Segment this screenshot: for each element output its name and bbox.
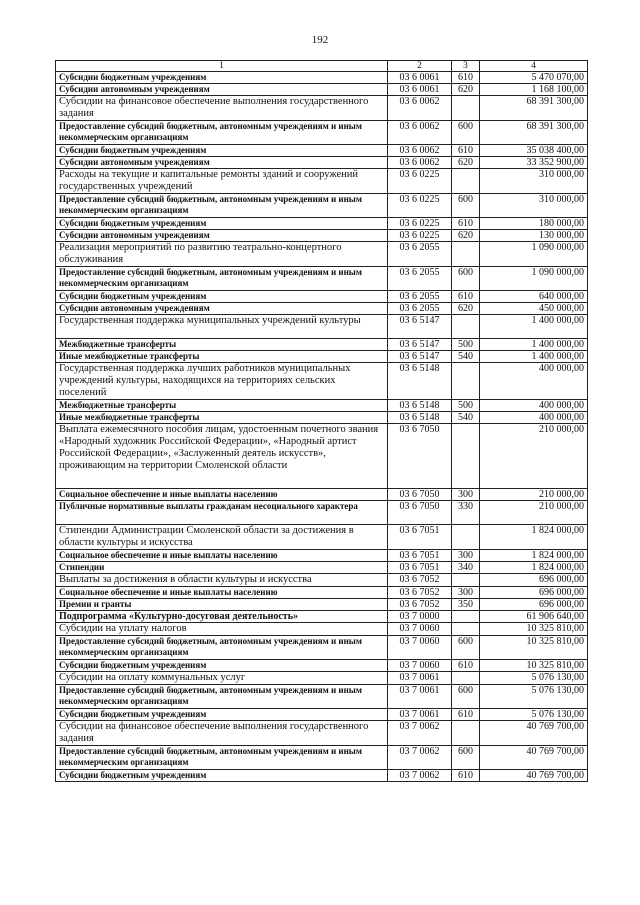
row-code: 03 6 0062 [388, 157, 452, 169]
row-code: 03 6 0225 [388, 230, 452, 242]
row-name: Иные межбюджетные трансферты [56, 412, 388, 424]
table-row [56, 400, 588, 412]
row-code: 03 7 0062 [388, 770, 452, 782]
row-code: 03 7 0000 [388, 611, 452, 623]
row-amount: 10 325 810,00 [480, 636, 588, 660]
row-amount: 1 400 000,00 [480, 351, 588, 363]
row-name: Субсидии на уплату налогов [56, 623, 388, 636]
row-amount: 1 400 000,00 [480, 339, 588, 351]
row-amount: 61 906 640,00 [480, 611, 588, 623]
page-number: 192 [311, 34, 329, 46]
row-amount: 696 000,00 [480, 599, 588, 611]
row-name: Предоставление субсидий бюджетным, автономным учреждениям и иным некоммерческим организациям [56, 636, 388, 660]
table-row [56, 636, 588, 660]
row-name: Предоставление субсидий бюджетным, автономным учреждениям и иным некоммерческим организациям [56, 685, 388, 709]
row-expense-type: 600 [452, 267, 480, 291]
table-row [56, 746, 588, 770]
row-amount: 68 391 300,00 [480, 96, 588, 121]
row-code: 03 6 7052 [388, 574, 452, 587]
row-amount: 696 000,00 [480, 574, 588, 587]
row-amount: 310 000,00 [480, 194, 588, 218]
table-row [56, 363, 588, 400]
header-col-4: 4 [480, 61, 588, 72]
row-code: 03 6 7051 [388, 562, 452, 574]
row-amount: 5 470 070,00 [480, 72, 588, 84]
row-amount: 130 000,00 [480, 230, 588, 242]
table-row [56, 194, 588, 218]
row-name: Иные межбюджетные трансферты [56, 351, 388, 363]
table-row [56, 303, 588, 315]
table-row [56, 721, 588, 746]
row-code: 03 6 5148 [388, 363, 452, 400]
row-code: 03 7 0062 [388, 721, 452, 746]
row-name: Субсидии автономным учреждениям [56, 157, 388, 169]
table-row [56, 218, 588, 230]
table-row [56, 291, 588, 303]
table-row [56, 412, 588, 424]
table-row [56, 525, 588, 550]
row-name: Государственная поддержка лучших работников муниципальных учреждений культуры, находящихся на территориях сельских поселений [56, 363, 388, 400]
table-row [56, 599, 588, 611]
row-name: Социальное обеспечение и иные выплаты населению [56, 587, 388, 599]
row-amount: 5 076 130,00 [480, 709, 588, 721]
row-name: Субсидии бюджетным учреждениям [56, 72, 388, 84]
row-code: 03 6 5147 [388, 351, 452, 363]
row-code: 03 6 7052 [388, 599, 452, 611]
row-name: Субсидии бюджетным учреждениям [56, 291, 388, 303]
row-expense-type: 610 [452, 709, 480, 721]
row-expense-type [452, 169, 480, 194]
row-name: Субсидии бюджетным учреждениям [56, 660, 388, 672]
row-amount: 1 824 000,00 [480, 550, 588, 562]
row-amount: 640 000,00 [480, 291, 588, 303]
row-amount: 210 000,00 [480, 424, 588, 489]
row-expense-type [452, 424, 480, 489]
table-row [56, 242, 588, 267]
row-amount: 40 769 700,00 [480, 770, 588, 782]
table-row [56, 709, 588, 721]
table-row [56, 424, 588, 489]
row-code: 03 7 0061 [388, 709, 452, 721]
table-row [56, 72, 588, 84]
row-name: Реализация мероприятий по развитию театрально-концертного обслуживания [56, 242, 388, 267]
table-row [56, 339, 588, 351]
row-name: Расходы на текущие и капитальные ремонты зданий и сооружений государственных учреждений [56, 169, 388, 194]
row-name: Выплаты за достижения в области культуры и искусства [56, 574, 388, 587]
row-code: 03 6 0062 [388, 96, 452, 121]
row-expense-type [452, 242, 480, 267]
row-code: 03 6 7052 [388, 587, 452, 599]
row-expense-type: 540 [452, 412, 480, 424]
table-row [56, 623, 588, 636]
row-code: 03 6 0061 [388, 84, 452, 96]
row-name: Стипендии Администрации Смоленской области за достижения в области культуры и искусства [56, 525, 388, 550]
table-row [56, 685, 588, 709]
row-code: 03 6 5148 [388, 412, 452, 424]
row-name: Премии и гранты [56, 599, 388, 611]
row-amount: 1 168 100,00 [480, 84, 588, 96]
row-name: Предоставление субсидий бюджетным, автономным учреждениям и иным некоммерческим организациям [56, 746, 388, 770]
row-expense-type: 610 [452, 145, 480, 157]
table-row [56, 145, 588, 157]
row-expense-type: 300 [452, 489, 480, 501]
row-expense-type: 610 [452, 291, 480, 303]
row-code: 03 7 0062 [388, 746, 452, 770]
row-expense-type: 610 [452, 660, 480, 672]
table-row [56, 351, 588, 363]
row-code: 03 6 7050 [388, 501, 452, 525]
table-row [56, 169, 588, 194]
table-row [56, 315, 588, 339]
row-code: 03 6 7051 [388, 550, 452, 562]
row-name: Предоставление субсидий бюджетным, автономным учреждениям и иным некоммерческим организациям [56, 121, 388, 145]
row-amount: 210 000,00 [480, 489, 588, 501]
budget-table [55, 60, 588, 782]
row-expense-type [452, 363, 480, 400]
row-name: Предоставление субсидий бюджетным, автономным учреждениям и иным некоммерческим организациям [56, 267, 388, 291]
row-amount: 180 000,00 [480, 218, 588, 230]
row-amount: 35 038 400,00 [480, 145, 588, 157]
row-code: 03 6 0225 [388, 169, 452, 194]
row-expense-type: 330 [452, 501, 480, 525]
row-code: 03 7 0061 [388, 685, 452, 709]
row-expense-type: 610 [452, 72, 480, 84]
row-amount: 1 824 000,00 [480, 562, 588, 574]
table-row [56, 660, 588, 672]
row-expense-type: 300 [452, 587, 480, 599]
row-expense-type [452, 611, 480, 623]
row-expense-type [452, 574, 480, 587]
table-row [56, 121, 588, 145]
row-expense-type [452, 96, 480, 121]
row-amount: 400 000,00 [480, 412, 588, 424]
row-amount: 1 824 000,00 [480, 525, 588, 550]
row-code: 03 6 0062 [388, 145, 452, 157]
header-col-2: 2 [388, 61, 452, 72]
row-code: 03 7 0060 [388, 636, 452, 660]
row-code: 03 6 0062 [388, 121, 452, 145]
row-amount: 1 400 000,00 [480, 315, 588, 339]
row-expense-type: 540 [452, 351, 480, 363]
row-code: 03 6 2055 [388, 267, 452, 291]
row-name: Субсидии автономным учреждениям [56, 84, 388, 96]
row-expense-type: 600 [452, 121, 480, 145]
row-expense-type: 340 [452, 562, 480, 574]
row-code: 03 6 7051 [388, 525, 452, 550]
row-code: 03 6 0225 [388, 194, 452, 218]
row-name: Субсидии бюджетным учреждениям [56, 218, 388, 230]
row-name: Межбюджетные трансферты [56, 339, 388, 351]
table-row [56, 550, 588, 562]
table-row [56, 574, 588, 587]
row-amount: 696 000,00 [480, 587, 588, 599]
row-code: 03 6 0061 [388, 72, 452, 84]
table-row [56, 501, 588, 525]
row-name: Субсидии на финансовое обеспечение выполнения государственного задания [56, 721, 388, 746]
row-expense-type [452, 623, 480, 636]
table-row [56, 96, 588, 121]
row-amount: 1 090 000,00 [480, 242, 588, 267]
row-code: 03 6 5148 [388, 400, 452, 412]
row-expense-type: 620 [452, 157, 480, 169]
table-row [56, 770, 588, 782]
row-expense-type [452, 525, 480, 550]
table-row [56, 672, 588, 685]
row-name: Субсидии на финансовое обеспечение выполнения государственного задания [56, 96, 388, 121]
row-amount: 210 000,00 [480, 501, 588, 525]
row-amount: 5 076 130,00 [480, 685, 588, 709]
row-name: Стипендии [56, 562, 388, 574]
row-name: Социальное обеспечение и иные выплаты населению [56, 550, 388, 562]
row-expense-type: 300 [452, 550, 480, 562]
table-row [56, 489, 588, 501]
row-expense-type [452, 315, 480, 339]
row-code: 03 6 5147 [388, 339, 452, 351]
header-col-1: 1 [56, 61, 388, 72]
row-amount: 40 769 700,00 [480, 721, 588, 746]
row-name: Субсидии бюджетным учреждениям [56, 709, 388, 721]
table-row [56, 611, 588, 623]
row-code: 03 6 5147 [388, 315, 452, 339]
row-code: 03 6 2055 [388, 303, 452, 315]
header-row [56, 61, 588, 72]
row-name: Публичные нормативные выплаты гражданам несоциального характера [56, 501, 388, 525]
table-body [56, 72, 588, 782]
row-expense-type: 500 [452, 400, 480, 412]
row-expense-type: 610 [452, 770, 480, 782]
row-name: Межбюджетные трансферты [56, 400, 388, 412]
row-expense-type: 620 [452, 230, 480, 242]
row-name: Предоставление субсидий бюджетным, автономным учреждениям и иным некоммерческим организациям [56, 194, 388, 218]
row-amount: 450 000,00 [480, 303, 588, 315]
row-expense-type: 620 [452, 303, 480, 315]
row-expense-type: 600 [452, 746, 480, 770]
row-name: Выплата ежемесячного пособия лицам, удостоенным почетного звания «Народный художник Российской Федерации», «Народный артист Российской Федерации», «Заслуженный деятель искусств», проживающим на территории Смоленской области [56, 424, 388, 489]
row-name: Субсидии бюджетным учреждениям [56, 145, 388, 157]
row-code: 03 7 0060 [388, 623, 452, 636]
table-row [56, 84, 588, 96]
row-amount: 10 325 810,00 [480, 623, 588, 636]
row-amount: 33 352 900,00 [480, 157, 588, 169]
row-amount: 10 325 810,00 [480, 660, 588, 672]
table-row [56, 230, 588, 242]
row-expense-type: 600 [452, 685, 480, 709]
row-amount: 5 076 130,00 [480, 672, 588, 685]
row-code: 03 6 2055 [388, 291, 452, 303]
row-code: 03 6 2055 [388, 242, 452, 267]
table-row [56, 267, 588, 291]
row-name: Государственная поддержка муниципальных учреждений культуры [56, 315, 388, 339]
row-amount: 40 769 700,00 [480, 746, 588, 770]
row-amount: 1 090 000,00 [480, 267, 588, 291]
row-expense-type: 600 [452, 636, 480, 660]
row-expense-type: 600 [452, 194, 480, 218]
row-code: 03 7 0060 [388, 660, 452, 672]
row-expense-type: 610 [452, 218, 480, 230]
table-row [56, 562, 588, 574]
row-code: 03 6 7050 [388, 424, 452, 489]
row-name: Субсидии автономным учреждениям [56, 303, 388, 315]
row-amount: 400 000,00 [480, 400, 588, 412]
row-expense-type [452, 672, 480, 685]
row-name: Субсидии автономным учреждениям [56, 230, 388, 242]
row-code: 03 6 0225 [388, 218, 452, 230]
row-expense-type: 350 [452, 599, 480, 611]
row-name: Субсидии бюджетным учреждениям [56, 770, 388, 782]
table-row [56, 157, 588, 169]
header-col-3: 3 [452, 61, 480, 72]
row-expense-type [452, 721, 480, 746]
row-expense-type: 500 [452, 339, 480, 351]
row-expense-type: 620 [452, 84, 480, 96]
row-code: 03 7 0061 [388, 672, 452, 685]
row-name: Социальное обеспечение и иные выплаты населению [56, 489, 388, 501]
table-row [56, 587, 588, 599]
row-amount: 400 000,00 [480, 363, 588, 400]
row-amount: 310 000,00 [480, 169, 588, 194]
row-name: Подпрограмма «Культурно-досуговая деятельность» [56, 611, 388, 623]
row-code: 03 6 7050 [388, 489, 452, 501]
row-name: Субсидии на оплату коммунальных услуг [56, 672, 388, 685]
row-amount: 68 391 300,00 [480, 121, 588, 145]
